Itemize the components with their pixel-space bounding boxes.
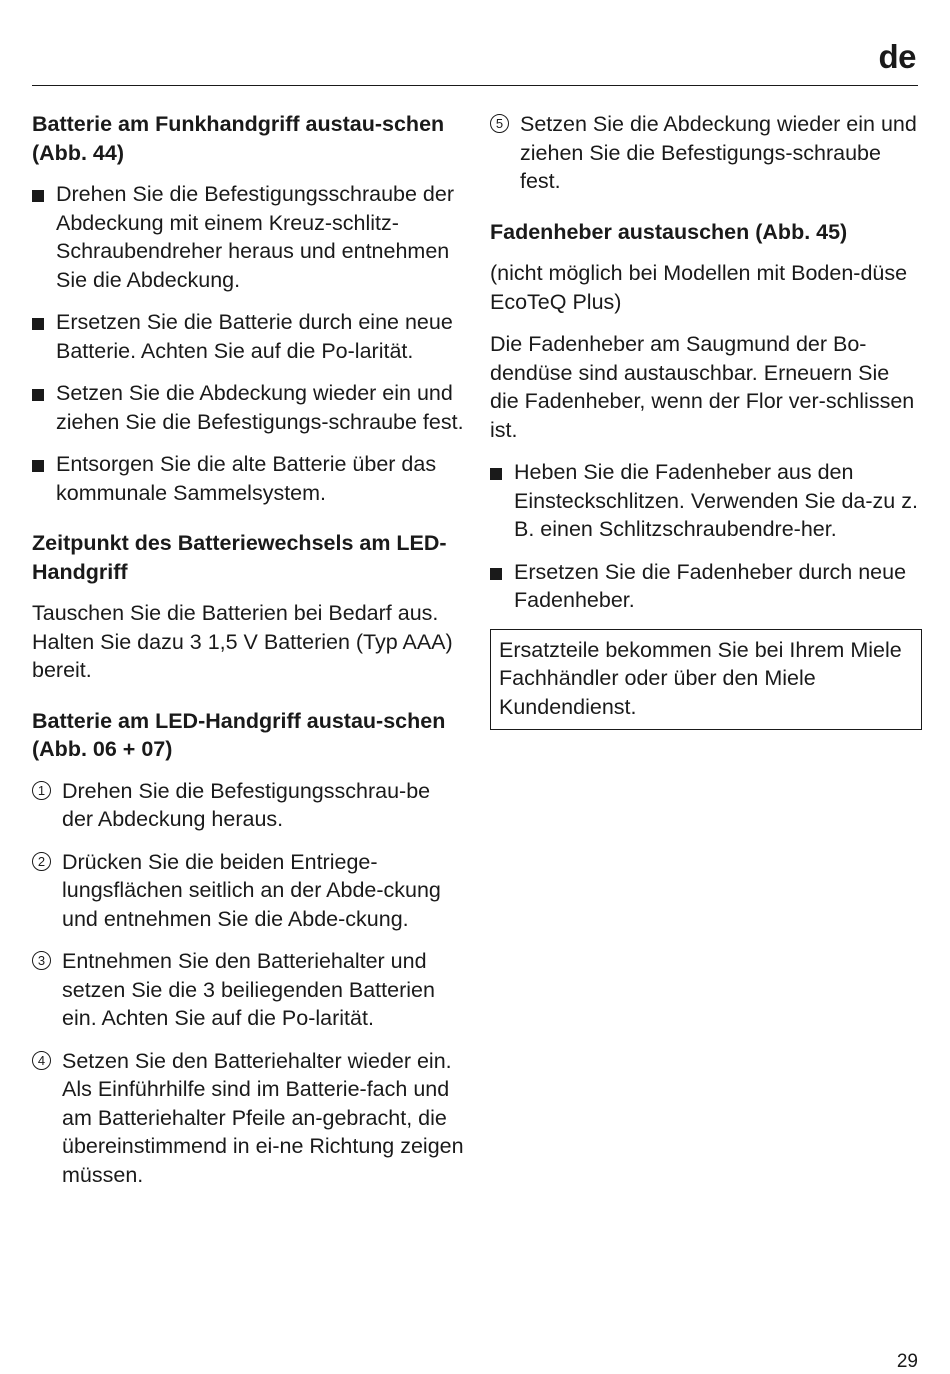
step-number-circle-icon: 5 [490,114,509,133]
right-column [490,110,922,730]
step-list [32,777,464,1190]
bullet-square-icon [490,468,502,480]
page-number: 29 [896,1351,918,1372]
bullet-square-icon [490,568,502,580]
spare-parts-note-box: Ersatzteile bekommen Sie bei Ihrem Miele Fachhändler oder über den Miele Kundendienst. [490,629,922,731]
section-battery-led-handle [32,707,464,1190]
step-item: 2 Drücken Sie die beiden Entriege-lungsflächen seitlich an der Abde-ckung und entnehmen Sie die Abde-ckung. [32,848,464,934]
step-list-continued [490,110,922,196]
paragraph-note: (nicht möglich bei Modellen mit Boden-düse EcoTeQ Plus) [490,261,908,314]
section-battery-radio-handle [32,110,464,507]
section-battery-change-timing [32,529,464,685]
bullet-square-icon [32,318,44,330]
step-item: 1 Drehen Sie die Befestigungsschrau-be der Abdeckung heraus. [32,777,464,834]
bullet-square-icon [32,389,44,401]
list-item: Entsorgen Sie die alte Batterie über das kommunale Sammelsystem. [32,450,464,507]
bullet-list [32,180,464,507]
step-number-circle-icon: 3 [32,951,51,970]
paragraph: Tauschen Sie die Batterien bei Bedarf aus. Halten Sie dazu 3 1,5 V Batterien (Typ AAA) bereit. [32,601,453,682]
list-item: Setzen Sie die Abdeckung wieder ein und ziehen Sie die Befestigungs-schraube fest. [32,379,464,436]
list-item: Ersetzen Sie die Fadenheber durch neue Fadenheber. [490,558,922,615]
step-number-circle-icon: 4 [32,1051,51,1070]
bullet-list [490,458,922,615]
paragraph: Die Fadenheber am Saugmund der Bo-dendüse sind austauschbar. Erneuern Sie die Fadenheber, wenn der Flor ver-schlissen ist. [490,332,915,442]
section-title: Zeitpunkt des Batteriewechsels am LED-Handgriff [32,531,447,584]
left-column [32,110,464,1203]
section-title: Batterie am Funkhandgriff austau-schen (Abb. 44) [32,112,445,165]
step-number-circle-icon: 2 [32,852,51,871]
step-item: 5 Setzen Sie die Abdeckung wieder ein und ziehen Sie die Befestigungs-schraube fest. [490,110,922,196]
bullet-square-icon [32,190,44,202]
section-title: Fadenheber austauschen (Abb. 45) [490,219,848,244]
list-item: Heben Sie die Fadenheber aus den Einsteckschlitzen. Verwenden Sie da-zu z. B. einen Schlitzschraubendre-her. [490,458,922,544]
section-title: Batterie am LED-Handgriff austau-schen (Abb. 06 + 07) [32,708,446,761]
step-item: 4 Setzen Sie den Batteriehalter wieder ein. Als Einführhilfe sind im Batterie-fach und am Batteriehalter Pfeile an-gebracht, die übereinstimmend in ei-ne Richtung zeigen müssen. [32,1047,464,1190]
list-item: Drehen Sie die Befestigungsschraube der Abdeckung mit einem Kreuz-schlitz-Schraubendreher heraus und entnehmen Sie die Abdeckung. [32,180,464,294]
bullet-square-icon [32,460,44,472]
header-rule [32,85,918,86]
language-label: de [878,38,916,75]
section-thread-lifter [490,218,922,615]
step-number-circle-icon: 1 [32,781,51,800]
list-item: Ersetzen Sie die Batterie durch eine neue Batterie. Achten Sie auf die Po-larität. [32,308,464,365]
step-item: 3 Entnehmen Sie den Batteriehalter und setzen Sie die 3 beiliegenden Batterien ein. Achten Sie auf die Po-larität. [32,947,464,1033]
